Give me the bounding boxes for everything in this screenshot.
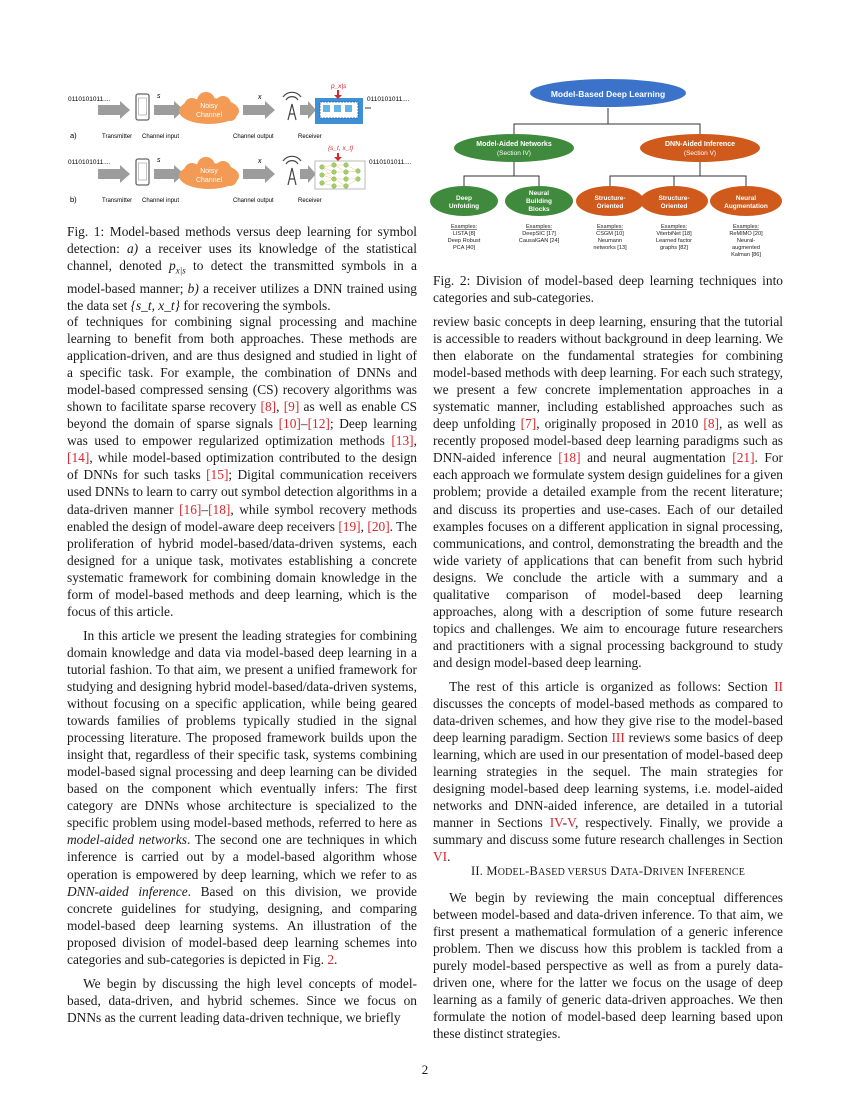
svg-text:Kalman [86]: Kalman [86] [731,252,761,258]
svg-text:(Section V): (Section V) [683,150,717,157]
section-link[interactable]: V [567,815,576,831]
svg-text:Neural: Neural [735,195,757,202]
svg-text:ViterbiNet [18]: ViterbiNet [18] [656,231,692,237]
svg-text:augmented: augmented [732,245,760,251]
svg-text:Examples:: Examples: [525,224,553,230]
transmitter-label-a: Transmitter [102,134,133,140]
svg-text:Oriented: Oriented [596,203,624,210]
structure-oriented-node-1 [576,186,644,216]
label-b: b) [70,195,77,204]
citation-link[interactable]: [9] [283,399,300,415]
svg-text:Unfolding: Unfolding [448,203,480,210]
channel-label-b-2: Channel [195,177,223,184]
svg-text:DNN-Aided Inference: DNN-Aided Inference [664,141,736,148]
phone-icon [136,159,149,185]
dnn-aided-inference-node [640,134,760,162]
paragraph: of techniques for combining signal processing and machine learning to benefit from both approaches. These methods are application-driven, and are thus designed and studied in light of a specific task. For example, the combination of DNNs and model-based compressed sensing (CS) recovery algorithms was shown to facilitate sparse recovery [8], [9] as well as enable CS beyond the domain of sparse signals [10]–[12]; Deep learning was used to empower regularized optimization methods [13], [14], while model-based optimization contributed to the design of DNNs for such tasks [15]; Digital communication receivers used DNNs to learn to carry out symbol detection algorithms in a data-driven manner [16]–[18], while symbol recovery methods enabled the design of model-aware deep receivers [19], [20]. The proliferation of hybrid model-based/data-driven systems, each designed for a unique task, motivates establishing a concrete systematic framework for combining domain knowledge in the form of model-based methods and deep learning, which is the focus of this article. [67,314,417,619]
svg-text:(Section IV): (Section IV) [497,150,531,157]
svg-text:CSGM [10]: CSGM [10] [596,231,624,237]
svg-text:Neural: Neural [528,190,550,197]
noisy-channel-cloud-b [179,157,239,189]
channel-output-label-a: Channel output [233,134,274,140]
paragraph: In this article we present the leading strategies for combining domain knowledge and data via model-based deep learning in a tutorial fashion. To that aim, we present a unified framework for studying and designing hybrid model-based/data-driven systems, without focusing on a specific application, while being geared towards families of problems typically studied in the signal processing literature. The proposed framework builds upon the insight that, regardless of their specific task, systems combining model-based signal processing and deep learning can be divided based on the component which eventually infers: The first category are DNNs whose architecture is specialized to the specific problem using model-based methods, referred to here as model-aided networks. The second one are techniques in which inference is carried out by a model-based algorithm whose operation is empowered by deep learning, which we refer to as DNN-aided inference. Based on this division, we provide concrete guidelines for studying, designing, and comparing model-based deep learning systems. An illustration of the proposed division of model-based deep learning schemes into categories and sub-categories is depicted in Fig. 2. [67,627,418,967]
svg-text:Examples:: Examples: [660,224,688,230]
citation-link[interactable]: [15] [206,467,229,483]
svg-text:Oriented: Oriented [660,203,688,210]
svg-text:Structure-: Structure- [594,195,626,202]
channel-input-label-b: Channel input [142,198,180,204]
arrow-b3 [243,165,275,183]
citation-link[interactable]: [10] [278,416,301,432]
svg-text:PCA [40]: PCA [40] [452,245,476,251]
transmitter-label-b: Transmitter [102,198,133,204]
svg-text:DeepSIC [17]: DeepSIC [17] [522,231,556,237]
svg-text:CausalGAN [24]: CausalGAN [24] [518,238,560,244]
channel-label-a-1: Noisy [200,103,218,110]
svg-text:Neumann: Neumann [597,238,623,244]
antenna-tower-icon [283,92,301,120]
page-number: 2 [421,1062,429,1077]
section-heading: II. MODEL-BASED VERSUS DATA-DRIVEN INFERENCE [470,864,746,878]
citation-link[interactable]: [8] [703,416,720,432]
arrow-a4 [300,101,316,119]
svg-text:Learned factor: Learned factor [655,238,693,244]
citation-link[interactable]: [14] [67,450,90,466]
symbol-s-a: s [157,93,161,100]
arrow-b4 [300,165,316,183]
svg-text:Blocks: Blocks [528,206,550,213]
svg-text:Model-Aided Networks: Model-Aided Networks [476,141,552,148]
channel-input-label-a: Channel input [142,134,180,140]
svg-text:networks [13]: networks [13] [593,245,627,251]
model-down-arrow [334,90,342,99]
root-node [530,79,686,107]
citation-link[interactable]: [18] [208,501,231,517]
neural-augmentation-node [710,186,782,216]
figure-2-diagram [428,78,788,268]
section-link[interactable]: III [611,730,625,746]
svg-text:Neural-: Neural- [736,238,756,244]
model-label: p_x|s [331,83,347,90]
arrow-a1 [98,101,130,119]
citation-link[interactable]: [19] [338,518,361,534]
citation-link[interactable]: [20] [367,518,390,534]
svg-text:Building: Building [526,198,552,205]
channel-output-label-b: Channel output [233,198,274,204]
receiver-label-a: Receiver [298,134,322,140]
model-aided-networks-node [454,134,574,162]
figure-2-caption: Fig. 2: Division of model-based deep learning techniques into categories and sub-categories. [433,273,783,306]
neural-building-blocks-node [505,186,573,216]
arrow-b1 [98,165,130,183]
svg-text:Augmentation: Augmentation [724,203,768,210]
right-column [433,313,783,866]
svg-text:graphs [82]: graphs [82] [660,245,688,251]
dnn-receiver-block [315,161,365,189]
structure-oriented-node-2 [640,186,708,216]
citation-link[interactable]: [7] [520,416,537,432]
paragraph: The rest of this article is organized as follows: Section II discusses the concepts of model-based methods as compared to data-driven schemes, and how they give rise to the model-based deep learning paradigm. Section III reviews some basics of deep learning, which are used in our presentation of model-based deep learning strategies in the sequel. The main strategies for designing model-based deep learning systems, i.e. model-aided networks and DNN-aided inference, are detailed in a tutorial manner in Sections IV-V, respectively. Finally, we provide a summary and discuss some future research challenges in Section VI. [433,678,783,865]
left-column [67,313,417,1026]
bits-out-b: 0110101011.... [369,159,412,166]
dataset-down-arrow [334,153,342,161]
noisy-channel-cloud-a [179,92,239,124]
citation-link[interactable]: [18] [558,450,581,466]
svg-text:Deep: Deep [456,195,472,202]
bits-out-a: 0110101011.... [367,96,410,103]
phone-icon [136,94,149,120]
paragraph: review basic concepts in deep learning, ensuring that the tutorial is accessible to readers without background in deep learning. We then elaborate on the fundamental strategies for combining model-based methods with deep learning. For each such strategy, we present a few concrete implementation approaches in a systematic manner, including established approaches such as deep unfolding [7], originally proposed in 2010 [8], as well as recently proposed model-based deep learning paradigms such as DNN-aided inference [18] and neural augmentation [21]. For each approach we formulate system design guidelines for a given problem; provide a detailed example from the recent literature; and discuss its properties and use-cases. Each of our detailed examples focuses on a different application in signal processing, communications, and control, demonstrating the breadth and the wide variety of applications that can benefit from such hybrid designs. We conclude the article with a summary and a qualitative comparison of model-based deep learning approaches, along with a description of some future research topics and challenges. We aim to encourage future researchers and practitioners with a signal processing background to study and design model-based deep learning. [433,314,784,670]
svg-text:Model-Based Deep Learning: Model-Based Deep Learning [550,89,666,99]
right-column-section-body [433,889,783,1042]
channel-label-a-2: Channel [195,112,223,119]
examples [448,224,763,258]
section-link[interactable]: IV [549,815,563,831]
svg-text:ReMIMO [20]: ReMIMO [20] [729,231,763,237]
svg-text:Deep Robust: Deep Robust [447,238,481,244]
paragraph: We begin by discussing the high level concepts of model-based, data-driven, and hybrid schemes. Since we focus on DNNs as the current leading data-driven technique, we briefly [67,975,417,1025]
bits-in-b: 0110101011.... [68,159,111,166]
bits-in-a: 0110101011.... [68,96,111,103]
svg-text:Examples:: Examples: [596,224,624,230]
svg-text:Examples:: Examples: [732,224,760,230]
symbol-x-b: x [258,158,262,165]
channel-label-b-1: Noisy [200,168,218,175]
citation-link[interactable]: [21] [732,450,755,466]
receiver-label-b: Receiver [298,198,322,204]
svg-text:Examples:: Examples: [450,224,478,230]
section-link[interactable]: II [774,678,783,694]
citation-link[interactable]: [13] [391,433,414,449]
figure-link[interactable]: 2 [327,951,335,967]
symbol-x-a: x [258,94,262,101]
citation-link[interactable]: [12] [307,416,330,432]
svg-text:LISTA [8]: LISTA [8] [452,231,476,237]
dataset-label: {s_t, x_t} [328,145,354,152]
figure-1-diagram [66,78,426,208]
figure-1-caption: Fig. 1: Model-based methods versus deep learning for symbol detection: a) a receiver uses its knowledge of the statistical channel, denoted $p_{x|s}$ to detect the transmitted symbols in a model-based manner; b) a receiver utilizes a DNN trained using the data set {s_t, x_t} for recovering the symbols. [67,224,417,313]
arrow-a3 [243,101,275,119]
deep-unfolding-node [430,186,498,216]
svg-text:Structure-: Structure- [658,195,690,202]
antenna-tower-icon [283,156,301,185]
paragraph: We begin by reviewing the main conceptual differences between model-based and data-driven inference. To that aim, we first present a mathematical formulation of a generic inference problem. Then we discuss how this problem is tackled from a purely model-based perspective as well as from a purely data-driven one, where for the latter we focus on the usage of deep learning as a family of generic data-driven approaches. We then formulate the notion of model-based deep learning based upon these distinct strategies. [433,890,783,1042]
symbol-s-b: s [157,157,161,164]
citation-link[interactable]: [8] [260,399,277,415]
label-a: a) [70,131,77,140]
citation-link[interactable]: [16] [179,501,202,517]
section-link[interactable]: VI [433,849,448,865]
model-based-receiver-block [315,98,363,124]
